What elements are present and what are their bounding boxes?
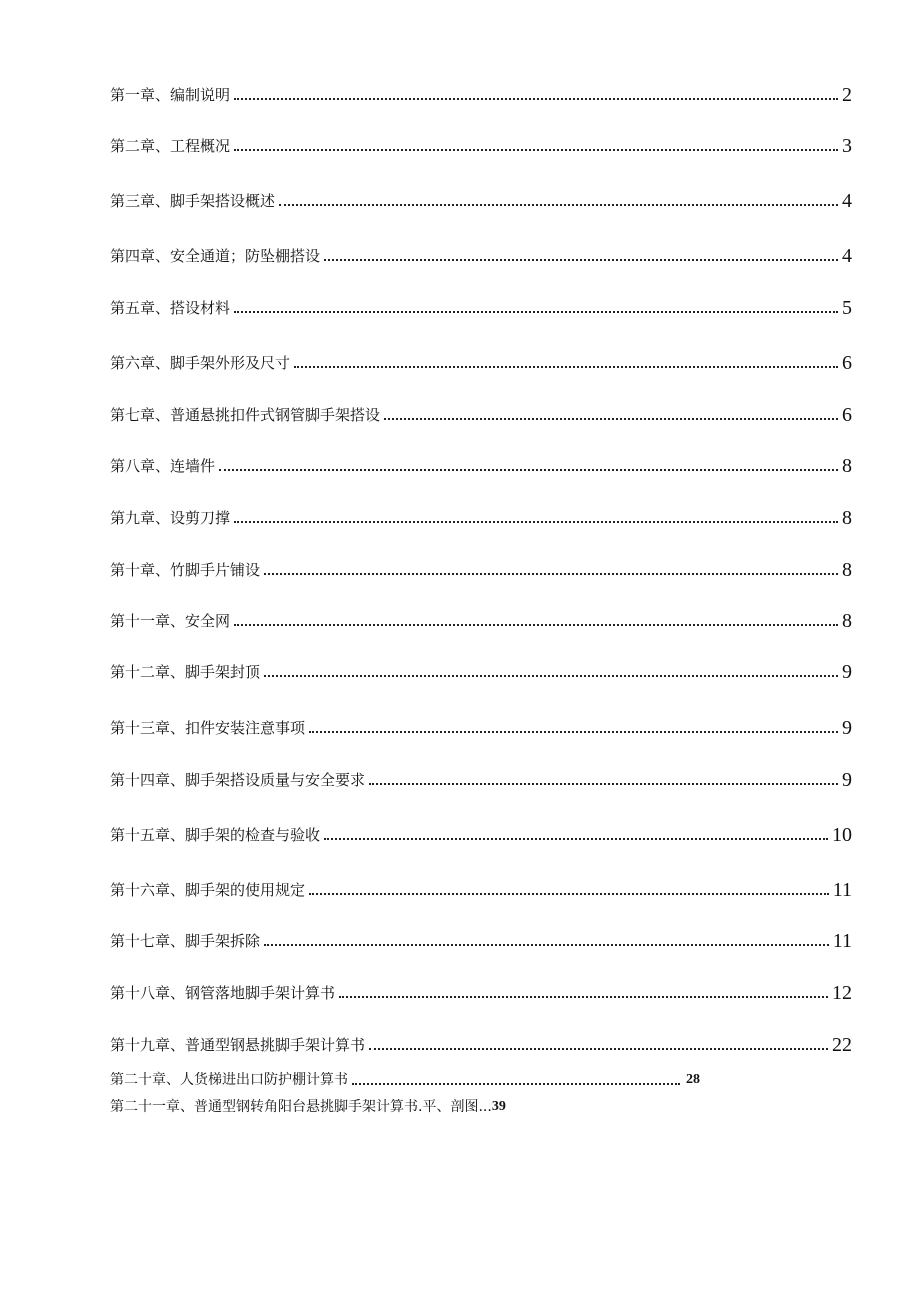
toc-entry-page: 4 [842, 245, 852, 267]
toc-entry[interactable] [110, 718, 852, 738]
toc-entry-title: 第二十一章、普通型钢转角阳台悬挑脚手架计算书.平、剖图... [110, 1099, 492, 1115]
dot-leader [309, 892, 829, 895]
dot-leader [369, 782, 838, 785]
toc-entry-title: 第一章、编制说明 [110, 86, 231, 104]
toc-entry-title: 第三章、脚手架搭设概述 [110, 192, 276, 210]
toc-entry-title: 第十九章、普通型钢悬挑脚手架计算书 [110, 1036, 366, 1054]
toc-entry[interactable] [110, 508, 852, 528]
toc-entry[interactable] [110, 880, 852, 900]
toc-entry-page: 11 [832, 879, 852, 901]
toc-entry-page: 9 [842, 717, 852, 739]
toc-entry-page: 6 [842, 404, 852, 426]
toc-entry[interactable] [110, 353, 852, 373]
toc-entry-page: 8 [842, 559, 852, 581]
dot-leader [384, 417, 838, 420]
dot-leader [324, 258, 838, 261]
toc-entry-page: 8 [842, 507, 852, 529]
toc-entry-page: 4 [842, 190, 852, 212]
dot-leader [234, 520, 838, 523]
toc-entry[interactable] [110, 983, 852, 1003]
toc-entry-title: 第十七章、脚手架拆除 [110, 932, 261, 950]
toc-entry[interactable] [110, 85, 852, 105]
toc-entry-title: 第八章、连墙件 [110, 457, 216, 475]
toc-entry-title: 第二十章、人货梯进出口防护棚计算书 [110, 1072, 348, 1088]
toc-entry-title: 第十三章、扣件安装注意事项 [110, 719, 306, 737]
toc-entry-page: 8 [842, 455, 852, 477]
toc-entry[interactable] [110, 611, 852, 631]
toc-entry[interactable] [110, 662, 852, 682]
toc-entry[interactable] [110, 191, 852, 211]
dot-leader [234, 97, 838, 100]
toc-entry-page: 9 [842, 661, 852, 683]
toc-entry-title: 第十八章、钢管落地脚手架计算书 [110, 984, 336, 1002]
toc-entry[interactable] [110, 770, 852, 790]
toc-entry-page: 8 [842, 610, 852, 632]
dot-leader [309, 730, 838, 733]
toc-entry-title: 第十六章、脚手架的使用规定 [110, 881, 306, 899]
toc-entry[interactable] [110, 136, 852, 156]
dot-leader [339, 995, 828, 998]
toc-entry[interactable] [110, 1097, 506, 1117]
toc-entry[interactable] [110, 825, 852, 845]
toc-entry-title: 第十二章、脚手架封顶 [110, 663, 261, 681]
toc-entry-page: 39 [491, 1099, 506, 1114]
dot-leader [264, 674, 838, 677]
dot-leader [234, 310, 838, 313]
toc-entry-page: 2 [842, 84, 852, 106]
dot-leader [234, 623, 838, 626]
toc-entry-page: 5 [842, 297, 852, 319]
dot-leader [264, 572, 838, 575]
toc-entry-title: 第十四章、脚手架搭设质量与安全要求 [110, 771, 366, 789]
toc-entry-page: 3 [842, 135, 852, 157]
dot-leader [324, 837, 828, 840]
toc-entry-title: 第四章、安全通道；防坠棚搭设 [110, 247, 321, 265]
toc-entry[interactable] [110, 298, 852, 318]
toc-entry-title: 第二章、工程概况 [110, 137, 231, 155]
toc-entry-title: 第六章、脚手架外形及尺寸 [110, 354, 291, 372]
toc-entry-title: 第七章、普通悬挑扣件式钢管脚手架搭设 [110, 406, 381, 424]
toc-entry-page: 22 [832, 1034, 852, 1056]
toc-entry[interactable] [110, 246, 852, 266]
dot-leader [234, 148, 838, 151]
dot-leader [352, 1082, 680, 1085]
toc-entry-title: 第十一章、安全网 [110, 612, 231, 630]
toc-entry[interactable] [110, 1035, 852, 1055]
toc-entry-title: 第九章、设剪刀撑 [110, 509, 231, 527]
dot-leader [369, 1047, 828, 1050]
dot-leader [219, 468, 838, 471]
toc-entry-page: 6 [842, 352, 852, 374]
toc-entry[interactable] [110, 931, 852, 951]
toc-entry-title: 第十五章、脚手架的检查与验收 [110, 826, 321, 844]
toc-entry-page: 9 [842, 769, 852, 791]
toc-entry-page: 28 [686, 1072, 700, 1087]
dot-leader [294, 365, 838, 368]
toc-entry-title: 第五章、搭设材料 [110, 299, 231, 317]
toc-entry[interactable] [110, 1070, 700, 1090]
dot-leader [279, 203, 838, 206]
toc-entry-title: 第十章、竹脚手片铺设 [110, 561, 261, 579]
toc-entry[interactable] [110, 405, 852, 425]
toc-entry[interactable] [110, 560, 852, 580]
toc-entry-page: 11 [832, 930, 852, 952]
toc-entry-page: 12 [832, 982, 852, 1004]
toc-entry-page: 10 [832, 824, 852, 846]
toc-entry[interactable] [110, 456, 852, 476]
dot-leader [264, 943, 829, 946]
